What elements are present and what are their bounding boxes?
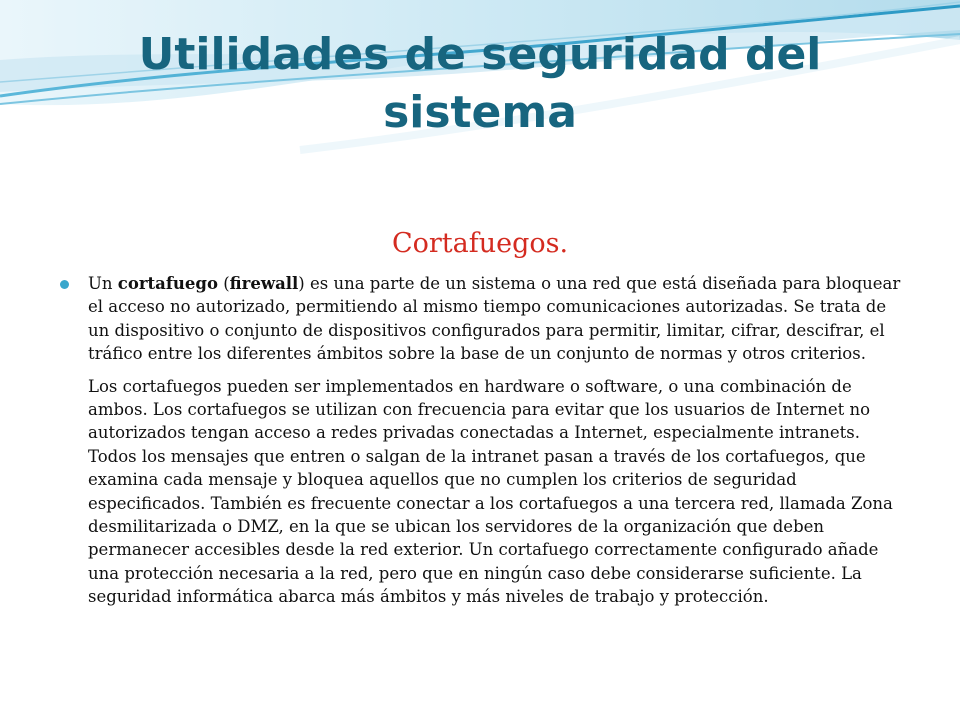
paragraph-definition [88,272,912,366]
section-subtitle: Cortafuegos. [391,228,569,259]
bullet-item [60,272,912,366]
slide-title: Utilidades de seguridad del sistema [138,29,822,138]
bullet-dot-icon [60,280,69,289]
definition-rest: ) es una parte de un sistema o una red que está diseñada para bloquear el acceso no autorizado, permitiendo al mismo tiempo comunicaciones autorizadas. Se trata de un dispositivo o conjunto de dispositivos configurados para permitir, limitar, cifrar, descifrar, el tráfico entre los diferentes ámbitos sobre la base de un conjunto de normas y otros criterios. [88,274,901,364]
term-firewall: firewall [229,274,299,293]
body-content [60,272,912,609]
term-cortafuego: cortafuego [117,274,218,293]
paragraph-details: Los cortafuegos pueden ser implementados en hardware o software, o una combinación de ambos. Los cortafuegos se utilizan con frecuencia para evitar que los usuarios de Internet no autorizados tengan acceso a redes privadas conectadas a Internet, especialmente intranets. Todos los mensajes que entren o salgan de la intranet pasan a través de los cortafuegos, que examina cada mensaje y bloquea aquellos que no cumplen los criterios de seguridad especificados. También es frecuente conectar a los cortafuegos a una tercera red, llamada Zona desmilitarizada o DMZ, en la que se ubican los servidores de la organización que deben permanecer accesibles desde la red exterior. Un cortafuego correctamente configurado añade una protección necesaria a la red, pero que en ningún caso debe considerarse suficiente. La seguridad informática abarca más ámbitos y más niveles de trabajo y protección. [88,376,893,607]
definition-paren-open: ( [217,274,230,293]
definition-prefix: Un [88,274,118,293]
